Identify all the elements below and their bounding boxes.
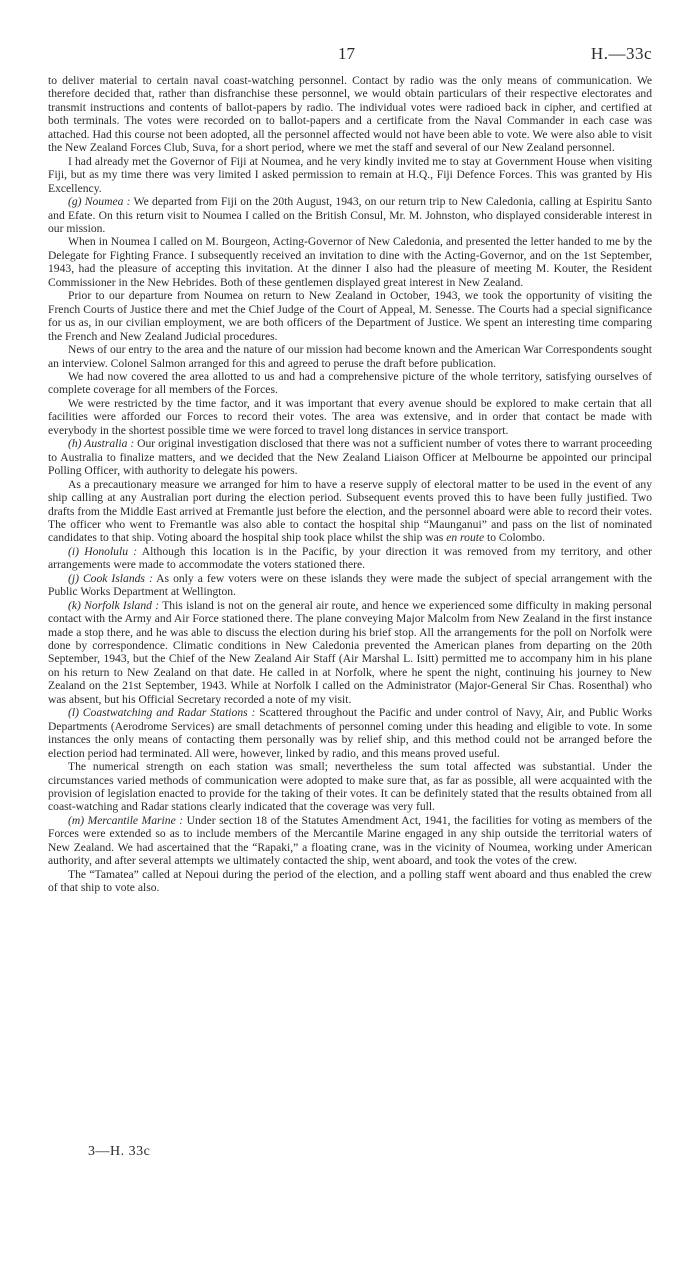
section-coastwatching-radar (48, 706, 652, 760)
document-reference: H.—33c (590, 44, 652, 63)
paragraph-tamatea: The “Tamatea” called at Nepoui during the period of the election, and a polling staff went aboard and thus enabled the crew of that ship to vote also. (48, 867, 652, 895)
paragraph-precautionary-measure (48, 478, 652, 545)
paragraph-time-factor: We were restricted by the time factor, and it was important that every avenue should be explored to make certain that all facilities were afforded our Forces to record their votes. The area was extensive, and in order that contact be made with everybody in the shortest possible time we were forced to travel long distances in service transport. (48, 396, 652, 437)
page-number: 17 (338, 44, 355, 63)
section-text-honolulu: Although this location is in the Pacific, by your direction it was removed from my territory, and other arrangements were made to accommodate the voters stationed there. (48, 544, 652, 572)
paragraph-naval-coastwatching: to deliver material to certain naval coast-watching personnel. Contact by radio was the only means of communication. We therefore decided that, rather than disfranchise these personnel, we would obtain particulars of their respective electorates and transmit instructions and contents of ballot-papers by radio. The individual votes were radioed back in cipher, and certified at both terminals. The votes were recorded on to ballot-papers and a certificate from the Naval Commander in each case was attached. Had this course not been adopted, all the personnel affected would not have been able to vote. We were also able to visit the New Zealand Forces Club, Suva, for a short period, where we met the staff and several of our New Zealand personnel. (48, 74, 652, 155)
section-label-norfolk-island: (k) Norfolk Island : (68, 598, 160, 612)
section-norfolk-island (48, 599, 652, 707)
report-body (48, 74, 652, 895)
footer-signature: 3—H. 33c (88, 1144, 151, 1159)
paragraph-precaution-end: to Colombo. (484, 531, 545, 545)
section-label-mercantile-marine: (m) Mercantile Marine : (68, 813, 184, 827)
paragraph-area-covered: We had now covered the area allotted to us and had a comprehensive picture of the whole territory, satisfying ourselves of complete coverage for all members of the Forces. (48, 369, 652, 397)
section-cook-islands (48, 572, 652, 599)
section-label-honolulu: (i) Honolulu : (68, 544, 138, 558)
section-label-australia: (h) Australia : (68, 437, 135, 451)
section-text-noumea: We departed from Fiji on the 20th August, 1943, on our return trip to New Caledonia, calling at Espiritu Santo and Efate. On this return visit to Noumea I called on the British Consul, Mr. M. Johnston, who displayed considerable interest in our mission. (48, 195, 652, 235)
section-honolulu (48, 545, 652, 572)
phrase-en-route: en route (446, 531, 485, 545)
section-text-mercantile-marine: Under section 18 of the Statutes Amendment Act, 1941, the facilities for voting as members of the Forces were extended so as to include members of the Mercantile Marine engaged in any ship outside the territorial waters of New Zealand. We had ascertained that the “Rapaki,” a floating crane, was in the vicinity of Noumea, working under American authority, and after several attempts we ultimately contacted the ship, went aboard, and took the votes of the crew. (48, 813, 652, 868)
section-text-coastwatching-radar: Scattered throughout the Pacific and under control of Navy, Air, and Public Works Departments (Aerodrome Services) are small detachments of personnel coming under this heading and eligible to vote. In some instances the only means of contacting them personally was by relief ship, and this method could not be arranged before the election period had terminated. All were, however, linked by radio, and this means proved useful. (48, 706, 652, 760)
paragraph-acting-governor: When in Noumea I called on M. Bourgeon, Acting-Governor of New Caledonia, and presented the letter handed to me by the Delegate for Fighting France. I subsequently received an invitation to dine with the Acting-Governor, and on the 1st September, 1943, had the pleasure of accepting this invitation. At the dinner I also had the pleasure of meeting M. Kouter, the Resident Commissioner in the New Hebrides. Both of these gentlemen displayed great interest in New Zealand. (48, 235, 652, 289)
paragraph-war-correspondents: News of our entry to the area and the nature of our mission had become known and the American War Correspondents sought an interview. Colonel Salmon arranged for this and agreed to peruse the draft before publication. (48, 343, 652, 370)
section-text-australia: Our original investigation disclosed that there was not a sufficient number of votes there to warrant proceeding to Australia to finalize matters, and we decided that the New Zealand Liaison Officer at Melbourne be appointed our principal Polling Officer, with authority to delegate his powers. (48, 437, 652, 478)
paragraph-numerical-strength: The numerical strength on each station was small; nevertheless the sum total affected was substantial. Under the circumstances varied methods of communication were adopted to make sure that, as far as possible, all were acquainted with the provision of legislation enacted to provide for the taking of their votes. It can be definitely stated that the results obtained from all coast-watching and Radar stations clearly indicated that the coverage was very full. (48, 760, 652, 814)
paragraph-french-courts: Prior to our departure from Noumea on return to New Zealand in October, 1943, we took the opportunity of visiting the French Courts of Justice there and met the Chief Judge of the Court of Appeal, M. Senesse. The Courts had a special significance for us as, in our civilian employment, we are both officers of the Department of Justice. We spent an interesting time comparing the French and New Zealand Judicial procedures. (48, 289, 652, 343)
section-label-coastwatching-radar: (l) Coastwatching and Radar Stations : (68, 706, 256, 720)
section-label-cook-islands: (j) Cook Islands : (68, 571, 153, 585)
section-australia (48, 437, 652, 477)
section-text-norfolk-island: This island is not on the general air route, and hence we experienced some difficulty in making personal contact with the Army and Air Force stationed there. The plane conveying Major Malcolm from New Zealand in the first instance made a stop there, and he was able to discuss the election during his brief stop. All the arrangements for the poll on Norfolk were done by correspondence. Climatic conditions in New Caledonia prevented the American planes from departing on the 20th September, 1943, but the Chief of the New Zealand Air Staff (Air Marshal L. Isitt) permitted me to accompany him in his plane on his return to New Zealand on that date. He called in at Norfolk, where he spent the night, continuing his journey to New Zealand on the 21st September, 1943. While at Norfolk I called on the Administrator (Major-General Sir Chas. Rosenthal) who was absent, but his Official Secretary recorded a note of my visit. (48, 598, 652, 706)
section-label-noumea: (g) Noumea : (68, 195, 131, 209)
section-text-cook-islands: As only a few voters were on these islands they were made the subject of special arrangement with the Public Works Department at Wellington. (48, 571, 653, 599)
section-mercantile-marine (48, 814, 652, 868)
section-noumea (48, 195, 652, 235)
paragraph-governor-fiji: I had already met the Governor of Fiji at Noumea, and he very kindly invited me to stay at Government House when visiting Fiji, but as my time there was very limited I asked permission to remain at H.Q., Fiji Defence Forces. This was granted by His Excellency. (48, 154, 652, 195)
paragraph-precaution-text: As a precautionary measure we arranged for him to have a reserve supply of electoral matter to be used in the event of any ship calling at any Australian port during the election period. Subsequent events proved this to have been fully justified. Two drafts from the Middle East arrived at Fremantle just before the election, and the personnel aboard were able to record their votes. The officer who went to Fremantle was also able to contact the hospital ship “Maunganui” and pass on the list of nominated candidates to that ship. Voting aboard the hospital ship took place whilst the ship was (48, 477, 652, 545)
page-header (0, 44, 700, 66)
